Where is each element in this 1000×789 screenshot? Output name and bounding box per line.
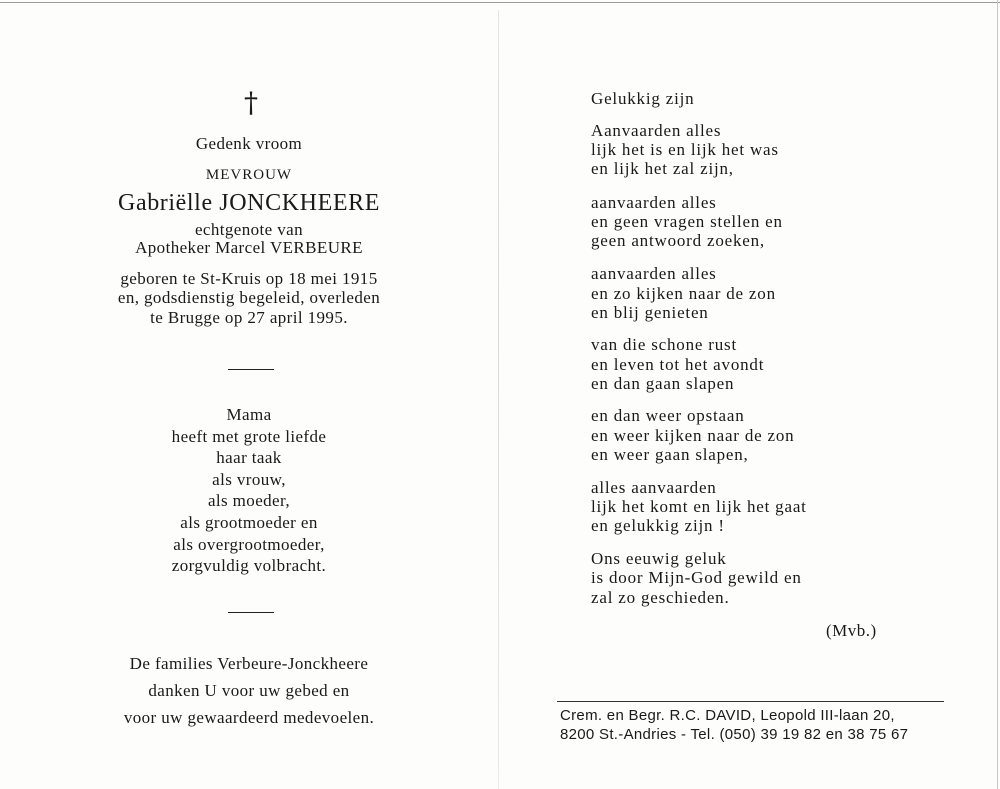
thanks-line: De families Verbeure-Jonckheere (129, 654, 369, 673)
poem-line: van die schone rust (591, 335, 737, 354)
poem-line: en dan gaan slapen (591, 374, 735, 393)
poem-line: Ons eeuwig geluk (591, 549, 727, 568)
thanks-line: danken U voor uw gebed en (148, 681, 350, 700)
poem-line: aanvaarden alles (591, 193, 717, 212)
title-text: MEVROUW (205, 167, 293, 183)
poem-line: aanvaarden alles (591, 264, 717, 283)
tribute-line: heeft met grote liefde (171, 427, 327, 446)
tribute-line: Mama (226, 405, 272, 424)
divider-2 (228, 612, 274, 613)
imprint-divider (557, 701, 944, 702)
left-panel (0, 0, 498, 789)
poem-title: Gelukkig zijn (591, 89, 695, 108)
tribute-line: haar taak (216, 448, 282, 467)
tribute-line: zorgvuldig volbracht. (171, 556, 327, 575)
poem-line: is door Mijn-God gewild en (591, 568, 802, 587)
poem-line: en blij genieten (591, 303, 709, 322)
tribute-line: als vrouw, (212, 470, 286, 489)
intro-text: Gedenk vroom (195, 134, 303, 153)
right-panel (499, 0, 1000, 789)
divider-1 (228, 369, 274, 370)
poem-line: lijk het is en lijk het was (591, 140, 779, 159)
tribute-line: als moeder, (207, 491, 291, 510)
tribute-line: als overgrootmoeder, (173, 535, 325, 554)
poem-line: en geen vragen stellen en (591, 212, 783, 231)
poem-line: en weer kijken naar de zon (591, 426, 795, 445)
poem-line: en leven tot het avondt (591, 355, 765, 374)
life-line-1: geboren te St-Kruis op 18 mei 1915 (120, 269, 378, 288)
poem-line: zal zo geschieden. (591, 588, 730, 607)
thanks-line: voor uw gewaardeerd medevoelen. (123, 708, 375, 727)
spouse-line-1: echtgenote van (194, 220, 304, 239)
poem-signature: (Mvb.) (826, 621, 877, 640)
life-line-3: te Brugge op 27 april 1995. (150, 308, 348, 327)
poem-line: alles aanvaarden (591, 478, 717, 497)
life-line-2: en, godsdienstig begeleid, overleden (117, 288, 381, 307)
spouse-line-2: Apotheker Marcel VERBEURE (135, 238, 363, 257)
poem-line: Aanvaarden alles (591, 121, 722, 140)
cross-icon: † (244, 86, 258, 119)
poem-line: en weer gaan slapen, (591, 445, 749, 464)
poem-line: en zo kijken naar de zon (591, 284, 776, 303)
poem-line: geen antwoord zoeken, (591, 231, 765, 250)
imprint-line-2: 8200 St.-Andries - Tel. (050) 39 19 82 en 38 75 67 (560, 726, 909, 743)
poem-line: en lijk het zal zijn, (591, 159, 734, 178)
imprint-line-1: Crem. en Begr. R.C. DAVID, Leopold III-laan 20, (560, 707, 895, 724)
tribute-line: als grootmoeder en (180, 513, 318, 532)
poem-line: en gelukkig zijn ! (591, 516, 725, 535)
poem-line: en dan weer opstaan (591, 406, 745, 425)
deceased-name: Gabriëlle JONCKHEERE (118, 190, 380, 216)
poem-line: lijk het komt en lijk het gaat (591, 497, 807, 516)
